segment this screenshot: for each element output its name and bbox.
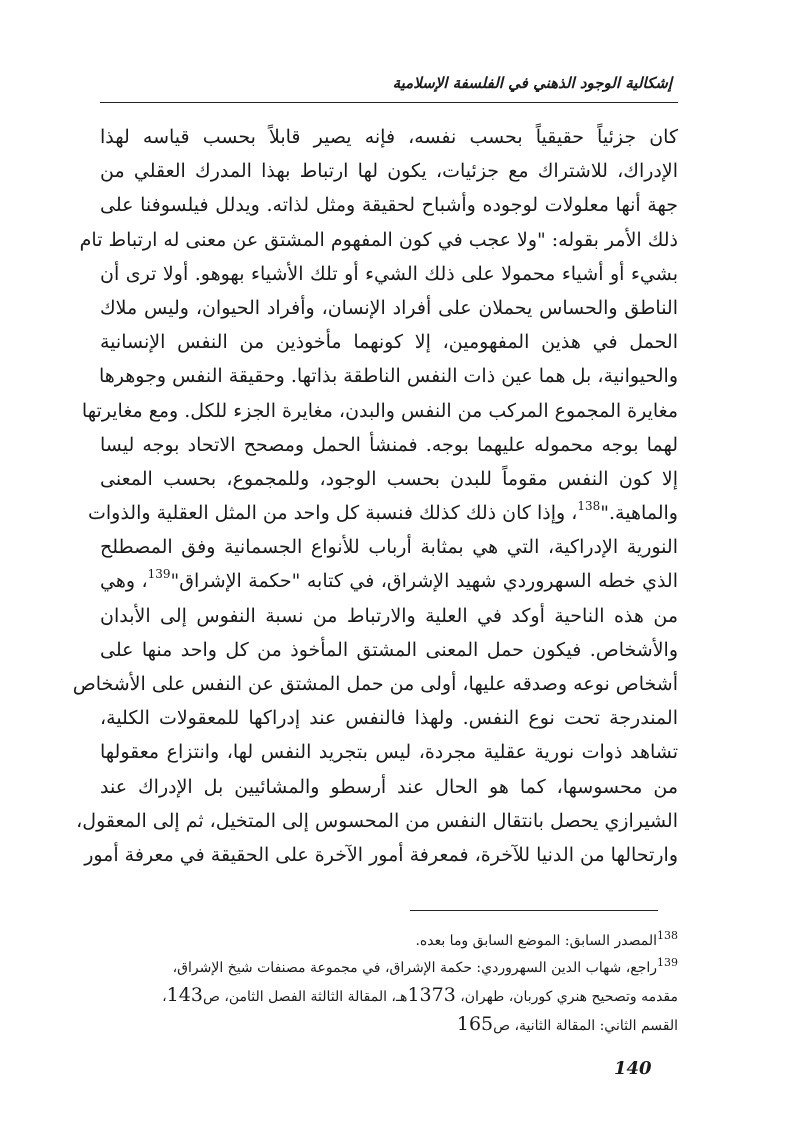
body-line: إلا كون النفس مقوماً للبدن بحسب الوجود، وللمجموع، بحسب المعنى	[100, 467, 678, 490]
footnote-page-ref: 165	[456, 1013, 494, 1035]
body-line: الحمل في هذين المفهومين، إلا كونهما مأخوذين من النفس الإنسانية	[100, 331, 678, 354]
body-line: ذلك الأمر بقوله: "ولا عجب في كون المفهوم المشتق عن معنى له ارتباط تام	[79, 228, 678, 251]
footnote-ref-138[interactable]: 138	[577, 499, 601, 514]
footnotes	[100, 928, 678, 1040]
footnote-text: المصدر السابق: الموضع السابق وما بعده.	[415, 933, 657, 949]
body-line-with-ref-139	[100, 564, 678, 598]
footnote-ref-139[interactable]: 139	[147, 567, 171, 582]
footnote-text: ،	[162, 989, 167, 1005]
body-line-part: الذي خطه السهروردي شهيد الإشراق، في كتابه "حكمة الإشراق"	[170, 570, 678, 593]
body-line-part: ، وإذا كان ذلك كذلك فنسبة كل واحد من المثل العقلية والذوات	[87, 502, 578, 525]
header-divider	[100, 102, 678, 103]
footnote-number: 138	[657, 929, 678, 942]
footnote-138	[100, 928, 678, 955]
body-line-part: والماهية."	[600, 502, 678, 525]
body-line-with-ref-138	[87, 496, 678, 530]
body-line: جهة أنها معلولات لوجوده وأشباح لحقيقة ومثل لذاته. ويدلل فيلسوفنا على	[100, 194, 678, 217]
footnote-text: القسم الثاني: المقالة الثانية، ص	[493, 1018, 678, 1034]
footnote-139-continued	[100, 982, 678, 1011]
footnote-139	[100, 955, 678, 982]
body-line: النورية الإدراكية، التي هي بمثابة أرباب للأنواع الجسمانية وفق المصطلح	[100, 536, 678, 559]
footnote-divider	[410, 910, 658, 911]
body-line: تشاهد ذوات نورية عقلية مجردة، ليس بتجريد النفس لها، وانتزاع معقولها	[100, 741, 678, 764]
body-line: الإدراك، للاشتراك مع جزئيات، يكون لها ارتباط بهذا المدرك العقلي من	[100, 160, 678, 183]
footnote-text: راجع، شهاب الدين السهروردي: حكمة الإشراق، في مجموعة مصنفات شيخ الإشراق،	[172, 960, 657, 976]
body-line: من هذه الناحية أوكد في العلية والارتباط من نسبة النفوس إلى الأبدان	[100, 604, 678, 627]
footnote-139-continued	[100, 1011, 678, 1040]
footnote-year: 1373	[407, 984, 456, 1006]
footnote-number: 139	[657, 956, 678, 969]
body-line: من محسوسها، كما هو الحال عند أرسطو والمشائيين بل الإدراك عند	[100, 775, 678, 798]
page-number: 140	[614, 1058, 652, 1079]
body-line: لهما بوجه محموله عليهما بوجه. فمنشأ الحمل ومصحح الاتحاد بوجه ليسا	[100, 433, 678, 456]
body-line: المندرجة تحت نوع النفس. ولهذا فالنفس عند إدراكها للمعقولات الكلية،	[100, 707, 678, 730]
body-line: أشخاص نوعه وصدقه عليها، أولى من حمل المشتق عن النفس على الأشخاص	[72, 673, 678, 695]
footnote-text: هـ، المقالة الثالثة الفصل الثامن، ص	[202, 989, 408, 1005]
body-text	[72, 120, 678, 872]
body-line: والحيوانية، بل هما عين ذات النفس الناطقة بذاتها. وحقيقة النفس وجوهرها	[98, 365, 678, 388]
body-line: كان جزئياً حقيقياً بحسب نفسه، فإنه يصير قابلاً بحسب قياسه لهذا	[100, 126, 678, 148]
body-line-part: ، وهي	[100, 570, 148, 593]
running-header: إشكالية الوجود الذهني في الفلسفة الإسلامية	[392, 74, 672, 92]
footnote-page-ref: 143	[166, 984, 203, 1006]
body-line: والأشخاص. فيكون حمل المعنى المشتق المأخوذ من كل واحد منها على	[100, 638, 678, 661]
body-line: وارتحالها من الدنيا للآخرة، فمعرفة أمور الآخرة على الحقيقة في معرفة أمور	[84, 843, 678, 866]
body-line: مغايرة المجموع المركب من النفس والبدن، مغايرة الجزء للكل. ومع مغايرتها	[81, 399, 678, 422]
body-line: بشيء أو أشياء محمولا على ذلك الشيء أو تلك الأشياء بهوهو. أولا ترى أن	[100, 262, 678, 285]
footnote-text: مقدمه وتصحيح هنري كوربان، طهران،	[455, 989, 678, 1005]
body-line: الناطق والحساس يحملان على أفراد الإنسان، وأفراد الحيوان، وليس ملاك	[100, 296, 678, 319]
body-line: الشيرازي يحصل بانتقال النفس من المحسوس إلى المتخيل، ثم إلى المعقول،	[76, 809, 678, 832]
